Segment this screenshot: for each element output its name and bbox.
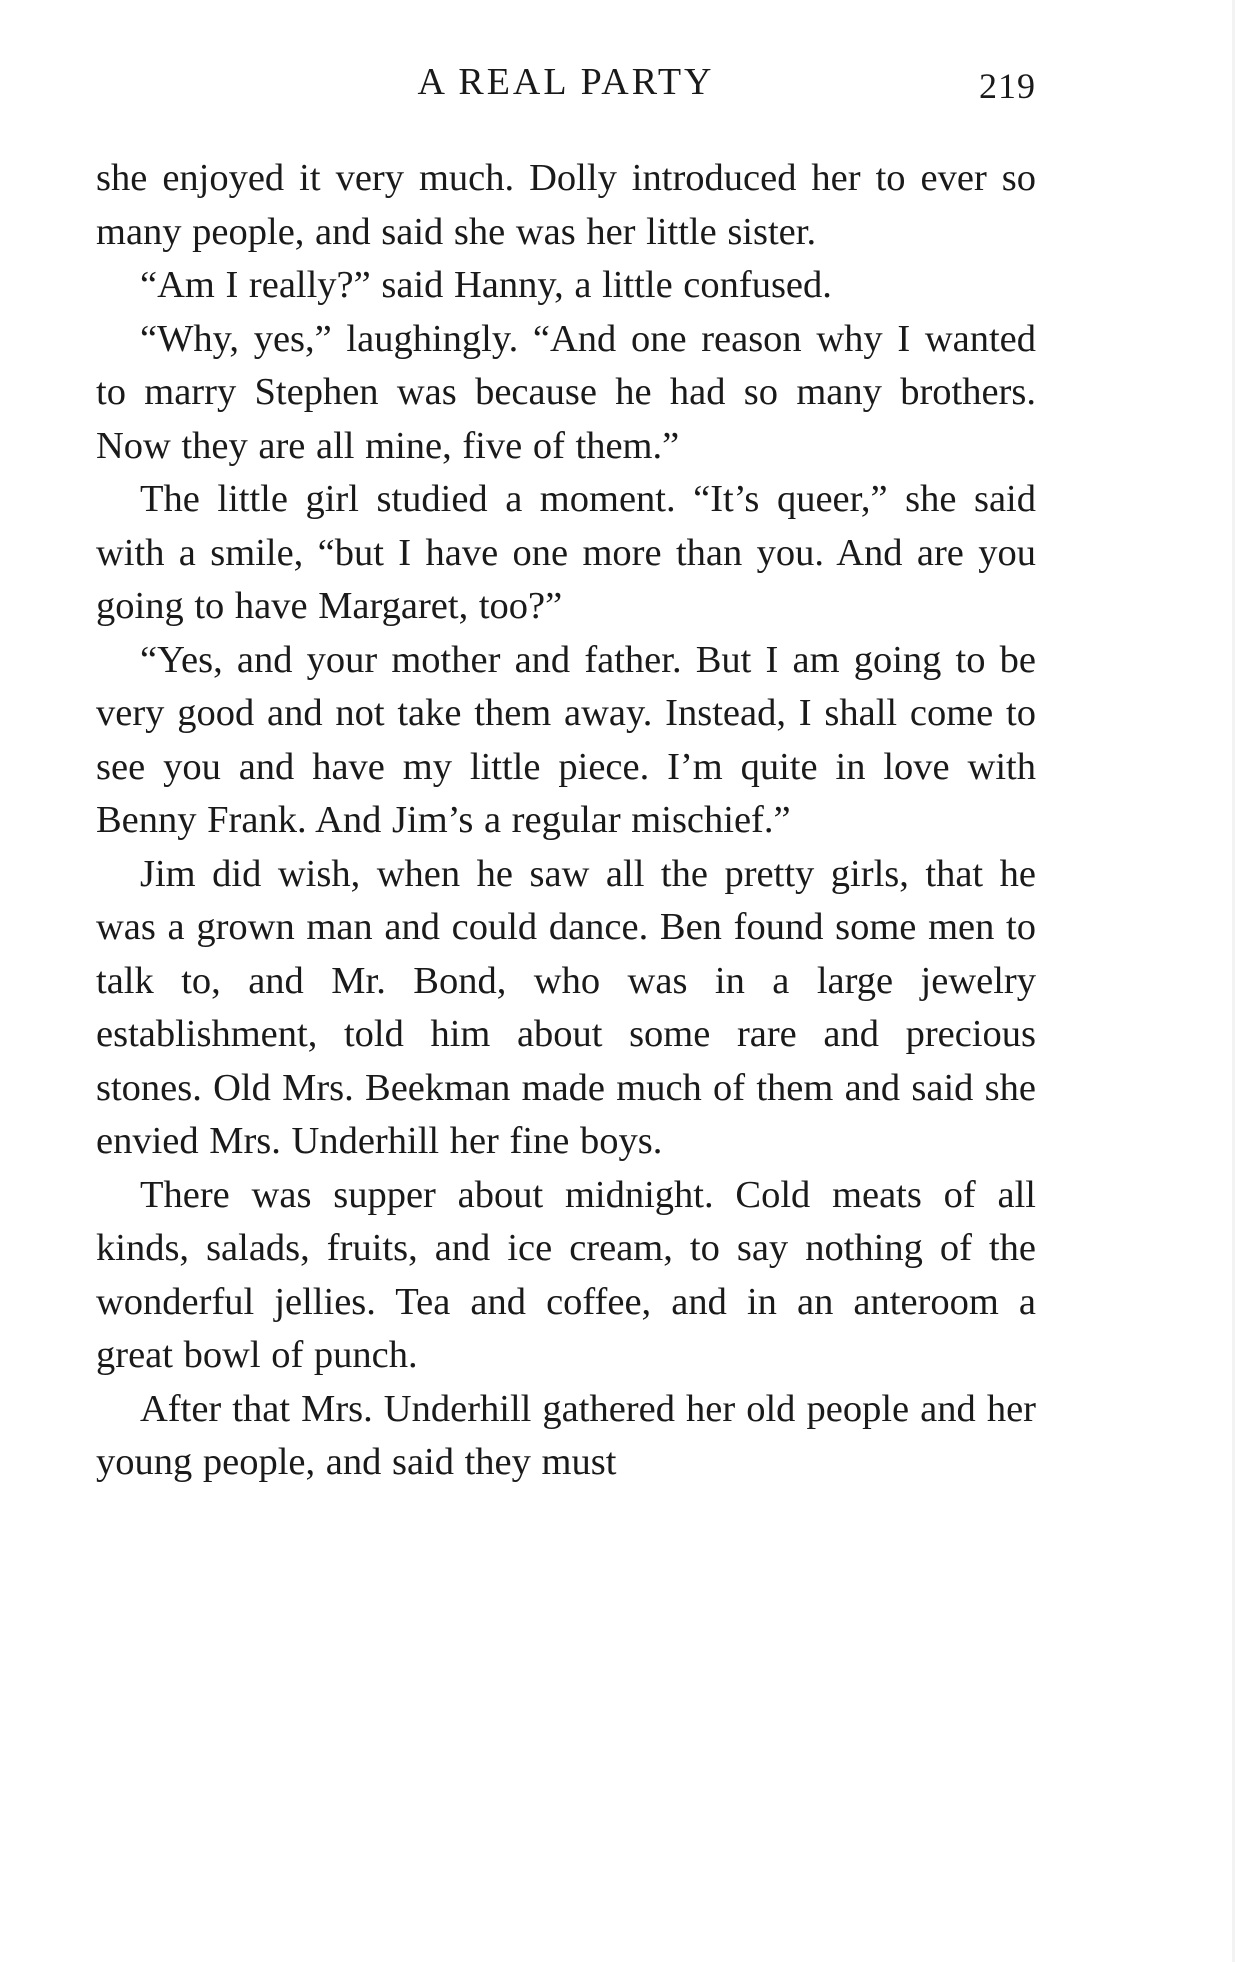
paragraph: she enjoyed it very much. Dolly introduced her to ever so many people, and said she was her little sister.: [96, 157, 1036, 253]
running-title: A REAL PARTY: [417, 61, 715, 103]
paragraph: “Am I really?” said Hanny, a little confused.: [140, 264, 832, 306]
body-text: [96, 152, 1036, 1490]
paragraph: “Yes, and your mother and father. But I am going to be very good and not take them away. Instead, I shall come to see you and have my little piece. I’m quite in love with Benny Frank. And Jim’s a regular mischief.”: [96, 638, 1036, 841]
running-head: [96, 56, 1036, 108]
paragraph: The little girl studied a moment. “It’s queer,” she said with a smile, “but I have one more than you. And are you going to have Margaret, too?”: [96, 478, 1036, 627]
paragraph: There was supper about midnight. Cold meats of all kinds, salads, fruits, and ice cream, to say nothing of the wonderful jellies. Tea and coffee, and in an anteroom a great bowl of punch.: [96, 1173, 1036, 1376]
paragraph: After that Mrs. Underhill gathered her old people and her young people, and said they must: [96, 1387, 1036, 1483]
paragraph: Jim did wish, when he saw all the pretty girls, that he was a grown man and could dance. Ben found some men to talk to, and Mr. Bond, who was in a large jewelry establishment, told him about some rare and precious stones. Old Mrs. Beekman made much of them and said she envied Mrs. Underhill her fine boys.: [96, 852, 1036, 1162]
paragraph: “Why, yes,” laughingly. “And one reason why I wanted to marry Stephen was because he had so many brothers. Now they are all mine, five of them.”: [96, 317, 1036, 467]
page-number: 219: [979, 66, 1036, 106]
